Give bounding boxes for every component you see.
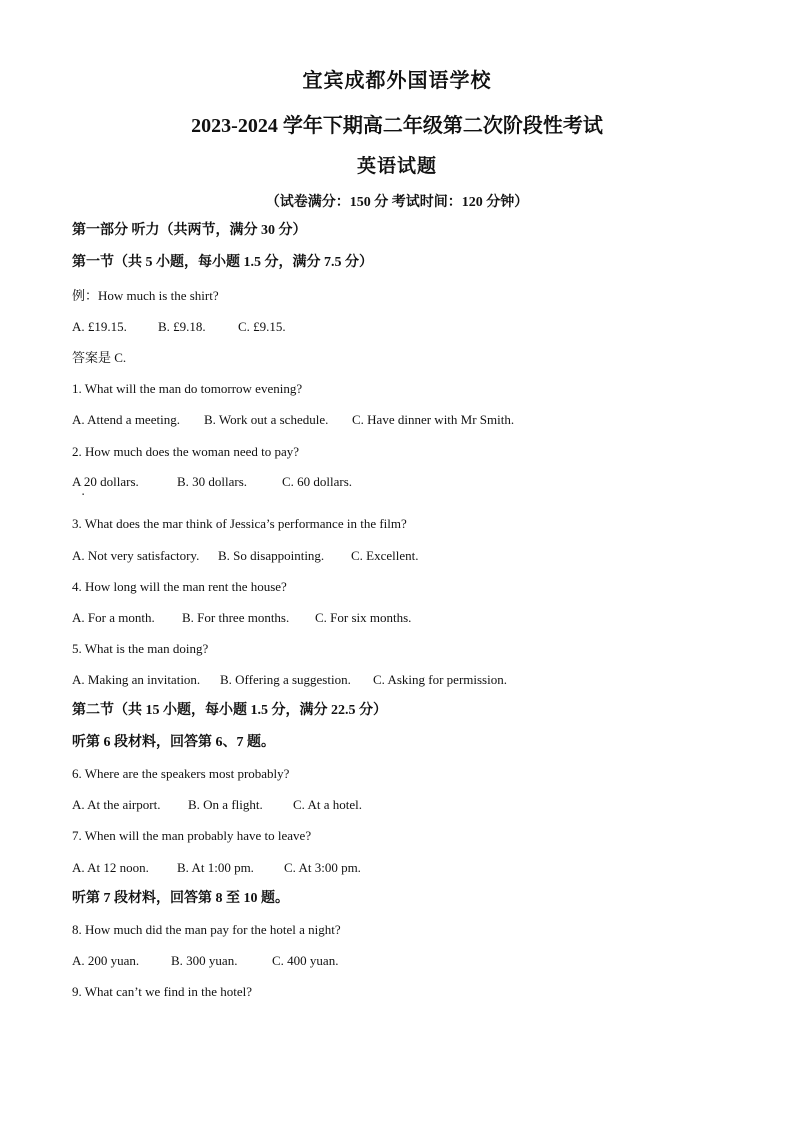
option-a: A. At the airport. <box>72 797 161 812</box>
example-options <box>72 318 286 336</box>
option-a: A. For a month. <box>72 610 155 625</box>
question-4: 4. How long will the man rent the house? <box>72 579 287 594</box>
exam-info: （试卷满分：150 分 考试时间：120 分钟） <box>265 195 529 210</box>
school-title: 宜宾成都外国语学校 <box>302 70 492 92</box>
question-6: 6. Where are the speakers most probably? <box>72 766 290 781</box>
question-2-options <box>72 473 352 491</box>
question-3: 3. What does the mar think of Jessica’s performance in the film? <box>72 516 407 531</box>
option-a: A. Making an invitation. <box>72 672 201 687</box>
section1-title: 第一节（共 5 小题，每小题 1.5 分，满分 7.5 分） <box>72 255 373 270</box>
question-9: 9. What can’t we find in the hotel? <box>72 984 253 999</box>
part1-title: 第一部分 听力（共两节，满分 30 分） <box>72 223 307 238</box>
option-a: A. Attend a meeting. <box>72 412 180 427</box>
option-b: B. At 1:00 pm. <box>177 860 254 875</box>
option-c: C. £9.15. <box>238 319 286 334</box>
exam-title: 2023-2024 学年下期高二年级第二次阶段性考试 <box>191 115 603 137</box>
group-6-instruction: 听第 6 段材料，回答第 6、7 题。 <box>72 735 275 750</box>
option-c: C. Asking for permission. <box>373 672 507 687</box>
option-b: B. Work out a schedule. <box>204 412 329 427</box>
stray-mark: ▪ <box>82 492 85 498</box>
option-c: C. 400 yuan. <box>272 953 339 968</box>
question-3-options <box>72 547 419 565</box>
question-8: 8. How much did the man pay for the hotel a night? <box>72 922 341 937</box>
option-b: B. On a flight. <box>188 797 263 812</box>
question-1-options <box>72 411 514 429</box>
option-b: B. For three months. <box>182 610 290 625</box>
option-a: A 20 dollars. <box>72 474 139 489</box>
option-a: A. 200 yuan. <box>72 953 140 968</box>
example-question: 例：How much is the shirt? <box>72 288 219 303</box>
option-b: B. Offering a suggestion. <box>220 672 351 687</box>
option-c: C. Excellent. <box>351 548 419 563</box>
option-c: C. 60 dollars. <box>282 474 353 489</box>
question-7: 7. When will the man probably have to leave? <box>72 828 312 843</box>
option-a: A. £19.15. <box>72 319 127 334</box>
example-answer: 答案是 C. <box>72 350 127 365</box>
question-2: 2. How much does the woman need to pay? <box>72 444 300 459</box>
option-b: B. So disappointing. <box>218 548 325 563</box>
option-c: C. Have dinner with Mr Smith. <box>352 412 515 427</box>
section2-title: 第二节（共 15 小题，每小题 1.5 分，满分 22.5 分） <box>72 703 387 718</box>
option-a: A. Not very satisfactory. <box>72 548 200 563</box>
question-8-options <box>72 952 338 970</box>
question-4-options <box>72 609 411 627</box>
group-7-instruction: 听第 7 段材料，回答第 8 至 10 题。 <box>72 891 289 906</box>
option-a: A. At 12 noon. <box>72 860 149 875</box>
option-c: C. For six months. <box>315 610 412 625</box>
option-b: B. 30 dollars. <box>177 474 248 489</box>
question-5-options <box>72 671 507 689</box>
question-1: 1. What will the man do tomorrow evening? <box>72 381 303 396</box>
option-b: B. £9.18. <box>158 319 206 334</box>
question-5: 5. What is the man doing? <box>72 641 209 656</box>
option-b: B. 300 yuan. <box>171 953 238 968</box>
option-c: C. At a hotel. <box>293 797 362 812</box>
question-6-options <box>72 796 362 814</box>
option-c: C. At 3:00 pm. <box>284 860 361 875</box>
question-7-options <box>72 859 361 877</box>
subject-title: 英语试题 <box>356 156 437 177</box>
